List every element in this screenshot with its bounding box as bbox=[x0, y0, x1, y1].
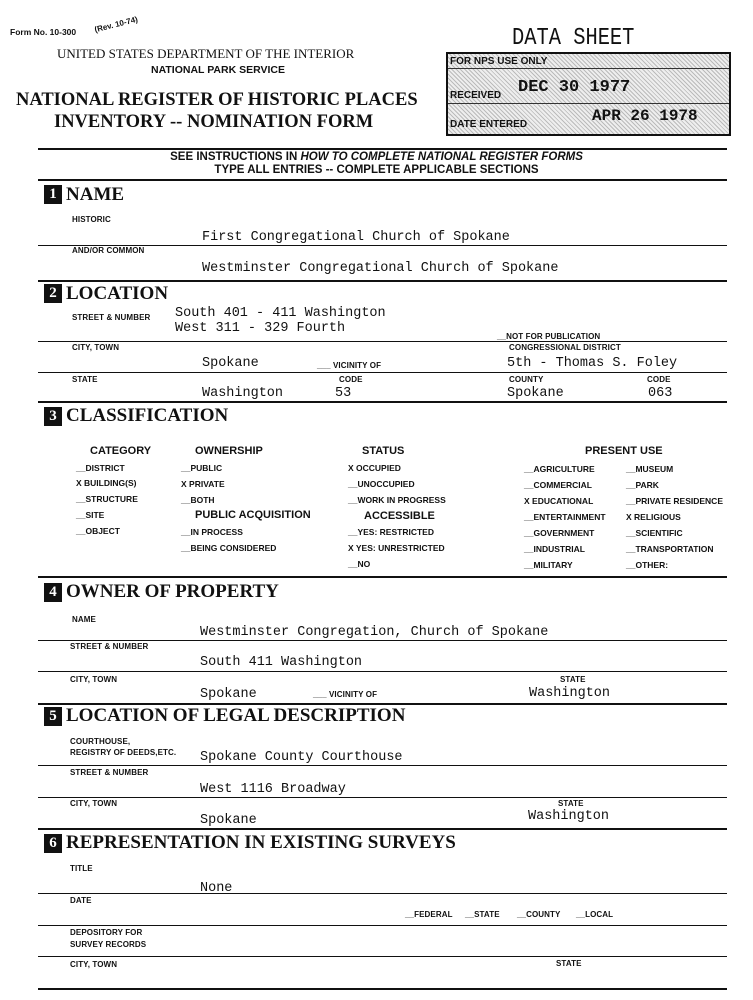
ownership-public: __PUBLIC bbox=[181, 463, 223, 473]
category-buildings: X BUILDING(S) bbox=[76, 478, 137, 488]
congressional-district-value: 5th - Thomas S. Foley bbox=[507, 356, 678, 371]
owner-state-value: Washington bbox=[529, 686, 611, 701]
instructions-line2: TYPE ALL ENTRIES -- COMPLETE APPLICABLE SECTIONS bbox=[214, 164, 539, 176]
state-code-value: 53 bbox=[335, 386, 352, 401]
section-rule bbox=[38, 828, 727, 830]
survey-date-label: DATE bbox=[70, 896, 92, 905]
use-religious: X RELIGIOUS bbox=[626, 512, 681, 522]
section-title-surveys: REPRESENTATION IN EXISTING SURVEYS bbox=[66, 832, 456, 853]
survey-federal: __FEDERAL bbox=[405, 910, 453, 919]
use-park: __PARK bbox=[626, 480, 659, 490]
ownership-both: __BOTH bbox=[181, 495, 215, 505]
ownership-heading: OWNERSHIP bbox=[195, 445, 263, 457]
category-district: __DISTRICT bbox=[76, 463, 125, 473]
rule bbox=[38, 925, 727, 926]
entered-stamp: APR 26 1978 bbox=[592, 107, 698, 125]
rule bbox=[38, 765, 727, 766]
legal-state-label: STATE bbox=[558, 799, 584, 808]
section-number-1: 1 bbox=[44, 185, 62, 204]
survey-local: __LOCAL bbox=[576, 910, 614, 919]
status-heading: STATUS bbox=[362, 445, 405, 457]
survey-title-value: None bbox=[200, 881, 233, 896]
section-number-3: 3 bbox=[44, 407, 62, 426]
received-stamp: DEC 30 1977 bbox=[518, 78, 631, 97]
section-rule bbox=[38, 401, 727, 403]
service-name: NATIONAL PARK SERVICE bbox=[151, 64, 285, 76]
section-title-name: NAME bbox=[66, 184, 125, 205]
historic-label: HISTORIC bbox=[72, 215, 111, 224]
owner-city-value: Spokane bbox=[200, 687, 257, 702]
accessible-restricted: __YES: RESTRICTED bbox=[348, 527, 434, 537]
state-label: STATE bbox=[72, 375, 98, 384]
survey-city-label: CITY, TOWN bbox=[70, 960, 118, 969]
vicinity-of-label: ___ VICINITY OF bbox=[317, 361, 382, 370]
department-name: UNITED STATES DEPARTMENT OF THE INTERIOR bbox=[57, 46, 355, 61]
county-code-value: 063 bbox=[648, 386, 673, 401]
status-occupied: X OCCUPIED bbox=[348, 463, 401, 473]
ownership-private: X PRIVATE bbox=[181, 479, 225, 489]
courthouse-label-2: REGISTRY OF DEEDS,ETC. bbox=[70, 748, 177, 757]
use-other: __OTHER: bbox=[626, 560, 669, 570]
owner-name-label: NAME bbox=[72, 615, 96, 624]
present-use-heading: PRESENT USE bbox=[585, 445, 663, 457]
instructions-rule bbox=[38, 179, 727, 181]
common-name-value: Westminster Congregational Church of Spokane bbox=[202, 261, 559, 276]
status-work-in-progress: __WORK IN PROGRESS bbox=[348, 495, 446, 505]
county-code-label: CODE bbox=[647, 375, 671, 384]
nps-use-box bbox=[446, 52, 731, 136]
bottom-rule bbox=[38, 988, 727, 990]
section-rule bbox=[38, 576, 727, 578]
use-museum: __MUSEUM bbox=[626, 464, 674, 474]
rule bbox=[38, 893, 727, 894]
rule bbox=[38, 797, 727, 798]
section-title-classification: CLASSIFICATION bbox=[66, 405, 229, 426]
accessible-heading: ACCESSIBLE bbox=[364, 510, 435, 522]
acquisition-being-considered: __BEING CONSIDERED bbox=[181, 543, 277, 553]
legal-city-value: Spokane bbox=[200, 813, 257, 828]
owner-state-label: STATE bbox=[560, 675, 586, 684]
owner-vicinity-label: ___ VICINITY OF bbox=[313, 690, 378, 699]
county-label: COUNTY bbox=[509, 375, 544, 384]
status-unoccupied: __UNOCCUPIED bbox=[348, 479, 415, 489]
historic-name-value: First Congregational Church of Spokane bbox=[202, 230, 510, 245]
vicinity-text: VICINITY OF bbox=[332, 361, 382, 370]
use-scientific: __SCIENTIFIC bbox=[626, 528, 683, 538]
form-title-line1: NATIONAL REGISTER OF HISTORIC PLACES bbox=[16, 90, 418, 110]
city-value: Spokane bbox=[202, 356, 259, 371]
accessible-no: __NO bbox=[348, 559, 371, 569]
state-value: Washington bbox=[202, 386, 284, 401]
category-heading: CATEGORY bbox=[90, 445, 152, 457]
use-agriculture: __AGRICULTURE bbox=[524, 464, 595, 474]
legal-street-label: STREET & NUMBER bbox=[70, 768, 149, 777]
category-object: __OBJECT bbox=[76, 526, 120, 536]
survey-state-label: STATE bbox=[556, 959, 582, 968]
congressional-district-label: CONGRESSIONAL DISTRICT bbox=[509, 343, 621, 352]
form-revision: (Rev. 10-74) bbox=[93, 14, 139, 35]
survey-title-label: TITLE bbox=[70, 864, 93, 873]
use-educational: X EDUCATIONAL bbox=[524, 496, 594, 506]
section-title-legal: LOCATION OF LEGAL DESCRIPTION bbox=[66, 705, 406, 726]
use-commercial: __COMMERCIAL bbox=[524, 480, 593, 490]
use-private-residence: __PRIVATE RESIDENCE bbox=[626, 496, 723, 506]
street-number-label: STREET & NUMBER bbox=[72, 313, 151, 322]
public-acquisition-heading: PUBLIC ACQUISITION bbox=[195, 509, 311, 521]
header-rule bbox=[38, 148, 727, 150]
use-military: __MILITARY bbox=[524, 560, 573, 570]
nps-use-label: FOR NPS USE ONLY bbox=[450, 56, 548, 67]
instructions-booklet: HOW TO COMPLETE NATIONAL REGISTER FORMS bbox=[300, 151, 583, 163]
section-rule bbox=[38, 280, 727, 282]
received-label: RECEIVED bbox=[450, 90, 502, 101]
section-title-owner: OWNER OF PROPERTY bbox=[66, 581, 279, 602]
instructions-line1 bbox=[0, 151, 753, 163]
owner-street-label: STREET & NUMBER bbox=[70, 642, 149, 651]
rule bbox=[38, 671, 727, 672]
accessible-unrestricted: X YES: UNRESTRICTED bbox=[348, 543, 445, 553]
section-number-4: 4 bbox=[44, 583, 62, 602]
legal-city-label: CITY, TOWN bbox=[70, 799, 118, 808]
county-value: Spokane bbox=[507, 386, 564, 401]
legal-state-value: Washington bbox=[528, 809, 610, 824]
acquisition-in-process: __IN PROCESS bbox=[181, 527, 243, 537]
owner-street-value: South 411 Washington bbox=[200, 655, 363, 670]
rule bbox=[38, 956, 727, 957]
rule bbox=[38, 341, 727, 342]
owner-name-value: Westminster Congregation, Church of Spokane bbox=[200, 625, 549, 640]
rule bbox=[38, 640, 727, 641]
legal-street-value: West 1116 Broadway bbox=[200, 782, 346, 797]
use-transportation: __TRANSPORTATION bbox=[626, 544, 714, 554]
category-structure: __STRUCTURE bbox=[76, 494, 138, 504]
use-government: __GOVERNMENT bbox=[524, 528, 595, 538]
street-value-1: South 401 - 411 Washington bbox=[175, 306, 386, 321]
street-value-2: West 311 - 329 Fourth bbox=[175, 321, 346, 336]
form-number: Form No. 10-300 bbox=[10, 27, 77, 37]
survey-state: __STATE bbox=[465, 910, 500, 919]
entered-label: DATE ENTERED bbox=[450, 119, 528, 130]
vicinity-text: VICINITY OF bbox=[328, 690, 378, 699]
data-sheet-heading: DATA SHEET bbox=[512, 25, 635, 52]
category-site: __SITE bbox=[76, 510, 105, 520]
courthouse-value: Spokane County Courthouse bbox=[200, 750, 403, 765]
section-number-5: 5 bbox=[44, 707, 62, 726]
section-number-6: 6 bbox=[44, 834, 62, 853]
section-title-location: LOCATION bbox=[66, 283, 169, 304]
depository-label-2: SURVEY RECORDS bbox=[70, 940, 147, 949]
courthouse-label-1: COURTHOUSE, bbox=[70, 737, 131, 746]
common-name-label: AND/OR COMMON bbox=[72, 246, 145, 255]
survey-county: __COUNTY bbox=[517, 910, 561, 919]
use-industrial: __INDUSTRIAL bbox=[524, 544, 585, 554]
form-title-line2: INVENTORY -- NOMINATION FORM bbox=[54, 112, 374, 132]
rule bbox=[38, 372, 727, 373]
city-town-label: CITY, TOWN bbox=[72, 343, 120, 352]
owner-city-label: CITY, TOWN bbox=[70, 675, 118, 684]
not-for-publication: __NOT FOR PUBLICATION bbox=[497, 332, 601, 341]
depository-label-1: DEPOSITORY FOR bbox=[70, 928, 143, 937]
use-entertainment: __ENTERTAINMENT bbox=[524, 512, 606, 522]
state-code-label: CODE bbox=[339, 375, 363, 384]
instructions-text: SEE INSTRUCTIONS IN bbox=[170, 151, 301, 163]
section-number-2: 2 bbox=[44, 284, 62, 303]
